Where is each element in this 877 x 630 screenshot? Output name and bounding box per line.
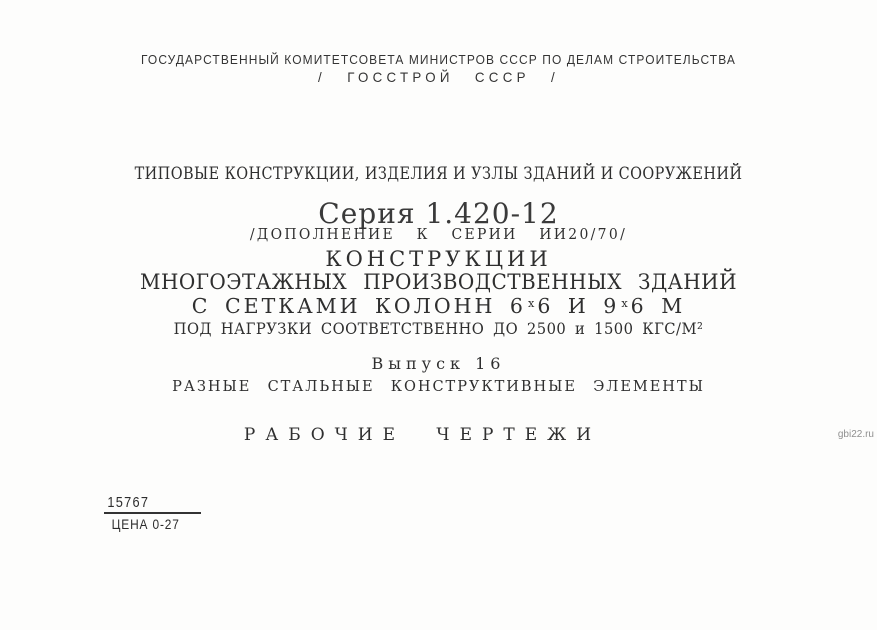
working-drawings-line: РАБОЧИЕ ЧЕРТЕЖИ <box>243 425 602 445</box>
column-grid-text-part3: 6 М <box>630 294 686 318</box>
multistorey-buildings-line: МНОГОЭТАЖНЫХ ПРОИЗВОДСТВЕННЫХ ЗДАНИЙ <box>140 270 737 295</box>
load-capacity-line: ПОД НАГРУЗКИ СООТВЕТСТВЕННО ДО 2500 и 1500 КГС/М² <box>173 319 704 338</box>
series-number-title: Серия 1.420-12 <box>318 197 559 230</box>
committee-header-line: ГОСУДАРСТВЕННЫЙ КОМИТЕТСОВЕТА МИНИСТРОВ СССР ПО ДЕЛАМ СТРОИТЕЛЬСТВА <box>141 52 736 67</box>
code-price-block <box>104 494 201 532</box>
issue-number-line: Выпуск 16 <box>371 354 506 373</box>
multiply-superscript: x <box>527 297 536 311</box>
site-watermark: gbi22.ru <box>837 429 874 440</box>
price-label: ЦЕНА 0-27 <box>111 516 180 532</box>
multiply-superscript: x <box>621 297 629 311</box>
document-code: 15767 <box>107 494 150 511</box>
column-grid-text-part2: 6 И 9 <box>537 294 620 318</box>
column-grid-line <box>0 295 877 318</box>
constructions-title-line: КОНСТРУКЦИИ <box>325 247 552 271</box>
column-grid-text-part1: С СЕТКАМИ КОЛОНН 6 <box>191 294 526 318</box>
supplement-to-series-line: /ДОПОЛНЕНИЕ К СЕРИИ ИИ20/70/ <box>249 225 628 243</box>
gosstroy-header-line: / ГОССТРОЙ СССР / <box>318 69 559 85</box>
typical-constructions-line: ТИПОВЫЕ КОНСТРУКЦИИ, ИЗДЕЛИЯ И УЗЛЫ ЗДАНИЙ И СООРУЖЕНИЙ <box>134 164 743 184</box>
steel-elements-line: РАЗНЫЕ СТАЛЬНЫЕ КОНСТРУКТИВНЫЕ ЭЛЕМЕНТЫ <box>172 377 705 395</box>
